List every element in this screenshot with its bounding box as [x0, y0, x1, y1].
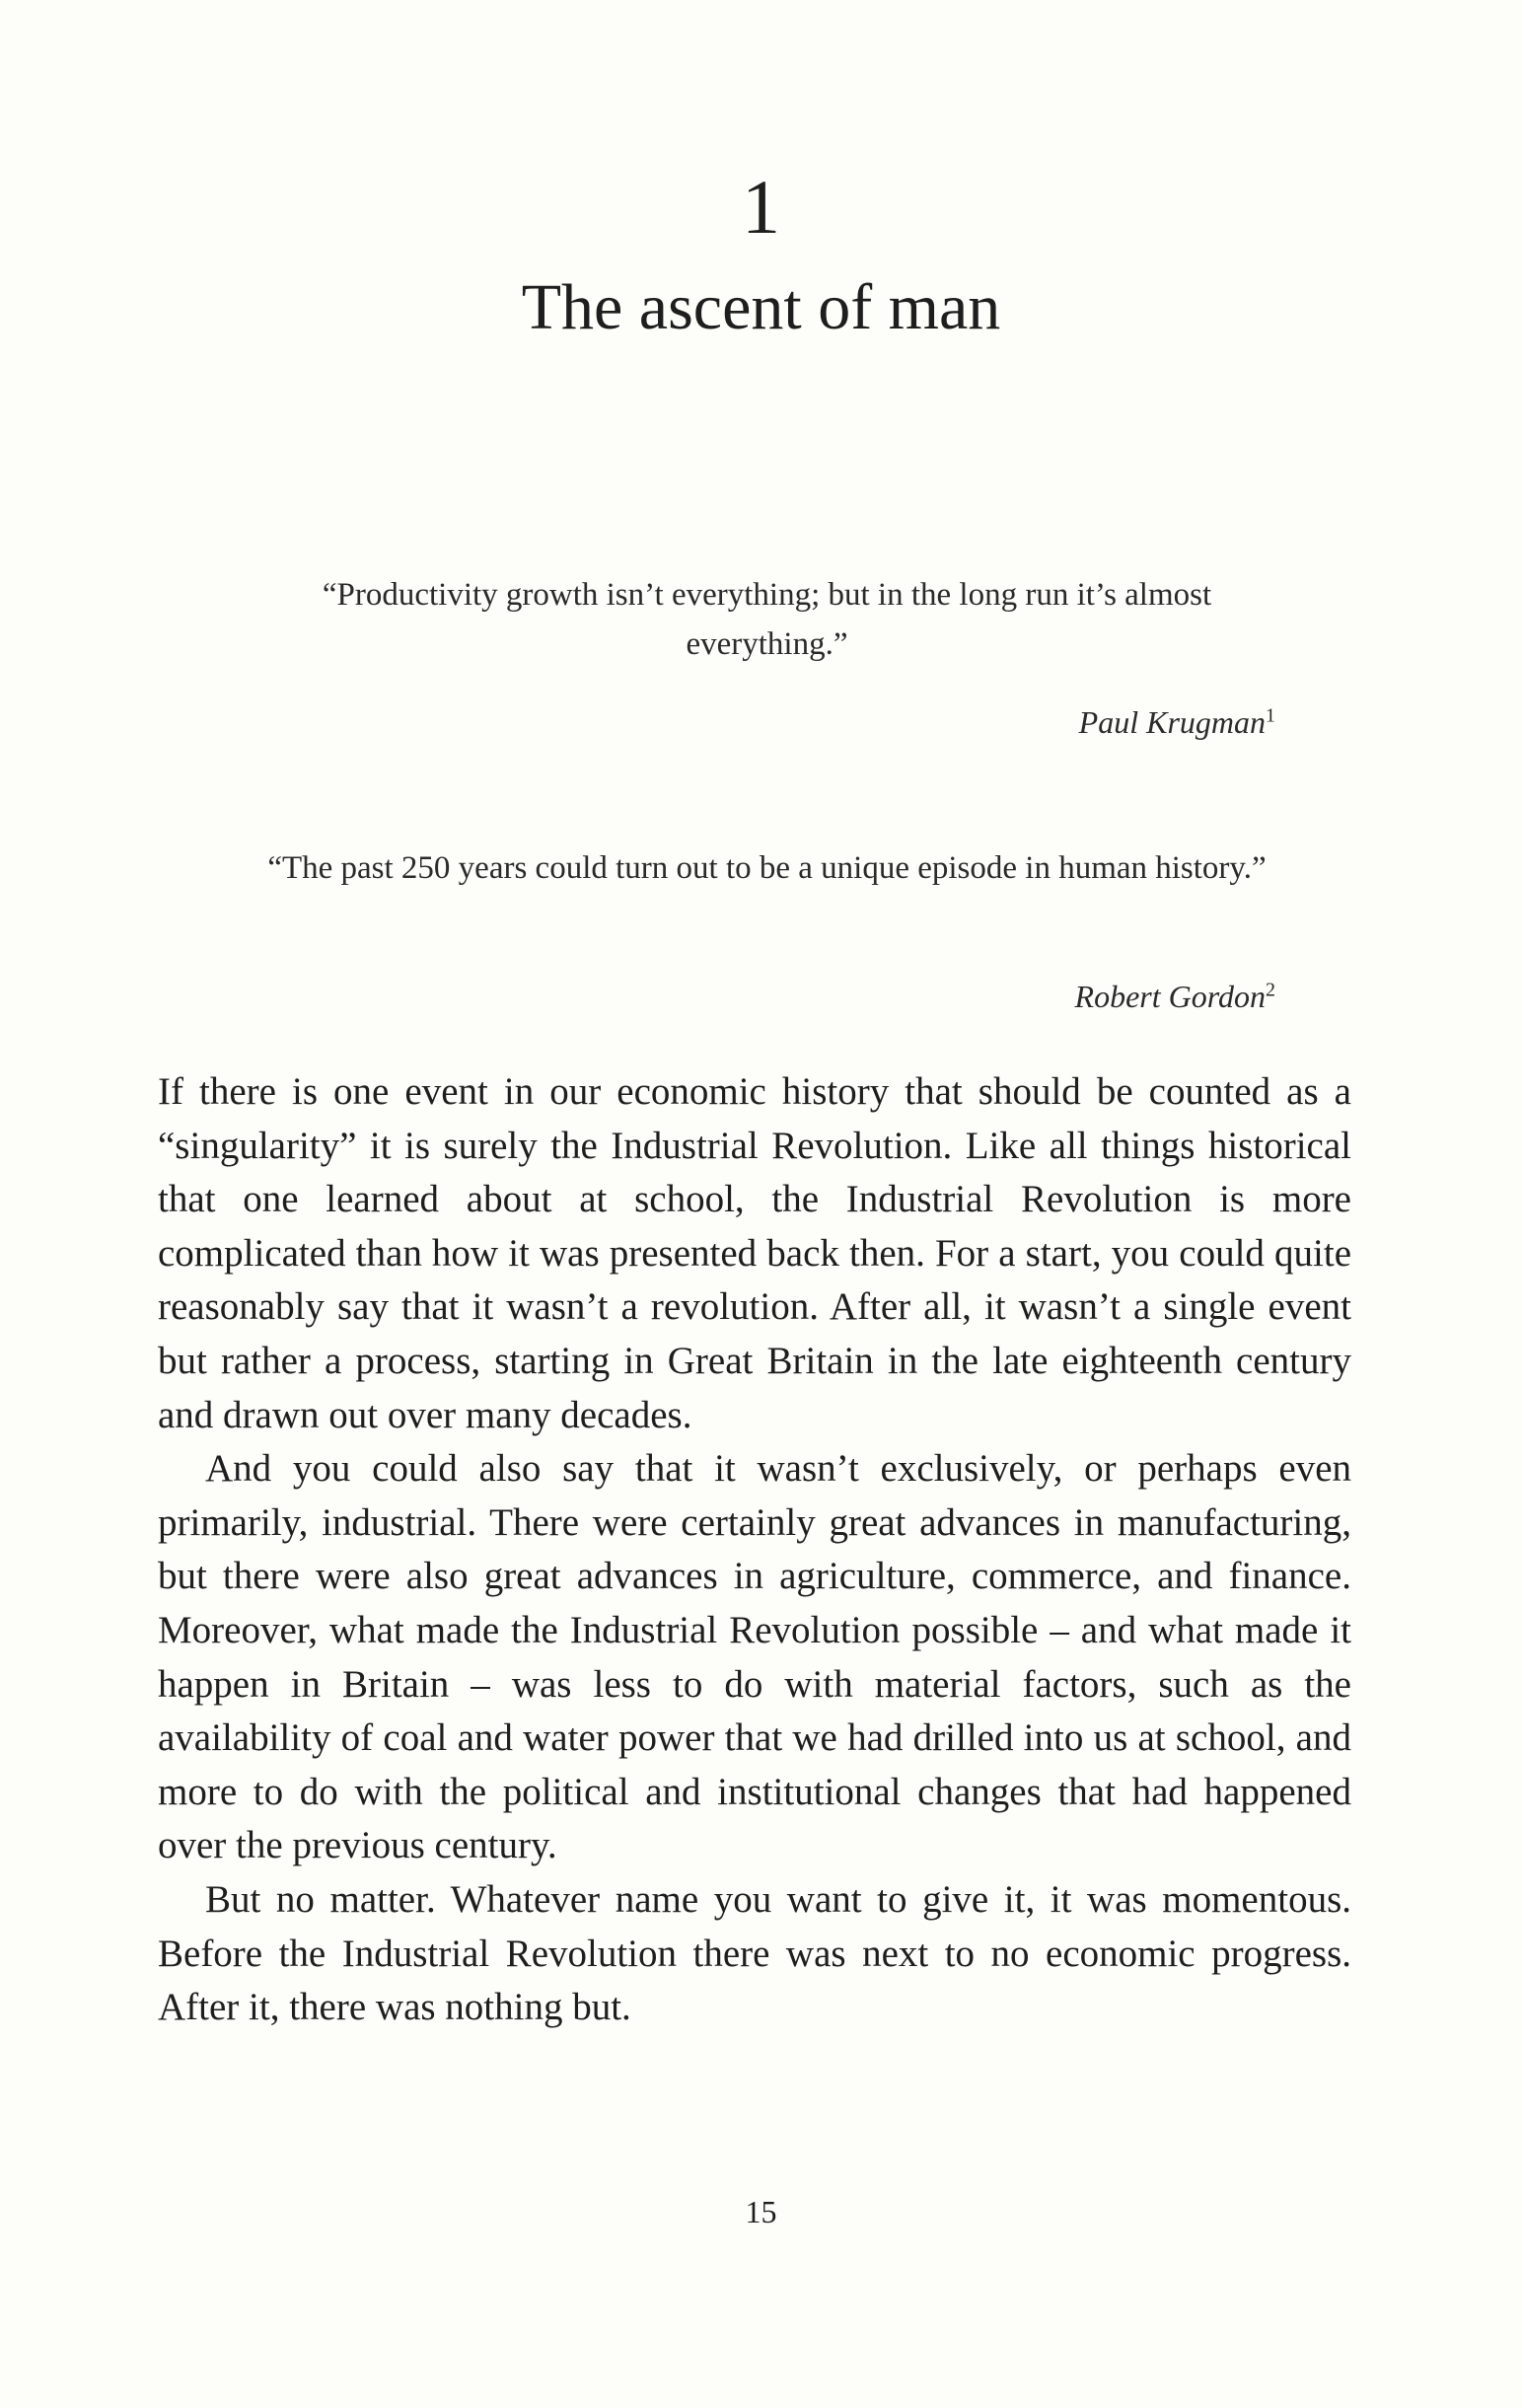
epigraph-quote-1: “Productivity growth isn’t everything; but in the long run it’s almost everything.” [322, 577, 1212, 662]
paragraph-2: And you could also say that it wasn’t exclusively, or perhaps even primarily, industrial. There were certainly great advances in manufacturing, but there were also great advances in agriculture, commerce, and finance. Moreover, what made the Industrial Revolution possible – and what made it happen in Britain – was less to do with material factors, such as the availability of coal and water power that we had drilled into us at school, and more to do with the political and institutional changes that had happened over the previous century. [158, 1447, 1351, 1867]
body-text [158, 1065, 1351, 2035]
epigraph-attribution-1 [1079, 702, 1275, 742]
chapter-number: 1 [742, 164, 780, 250]
footnote-marker-1: 1 [1266, 704, 1275, 727]
epigraph-author-2: Robert Gordon [1074, 979, 1266, 1014]
page-number: 15 [745, 2194, 777, 2229]
epigraph-author-1: Paul Krugman [1078, 704, 1266, 740]
paragraph-1: If there is one event in our economic history that should be counted as a “singularity” it is surely the Industrial Revolution. Like all things historical that one learned about at school, the Industrial Revolution is more complicated than how it was presented back then. For a start, you could quite reasonably say that it wasn’t a revolution. After all, it wasn’t a single event but rather a process, starting in Great Britain in the late eighteenth century and drawn out over many decades. [158, 1070, 1351, 1436]
epigraph-attribution-2 [1075, 977, 1275, 1016]
paragraph-3: But no matter. Whatever name you want to give it, it was momentous. Before the Industrial Revolution there was next to no economic progress. After it, there was nothing but. [158, 1877, 1351, 2029]
epigraph-quote-2: “The past 250 years could turn out to be a unique episode in human history.” [267, 850, 1267, 886]
chapter-title: The ascent of man [521, 271, 1001, 343]
footnote-marker-2: 2 [1266, 979, 1275, 1001]
